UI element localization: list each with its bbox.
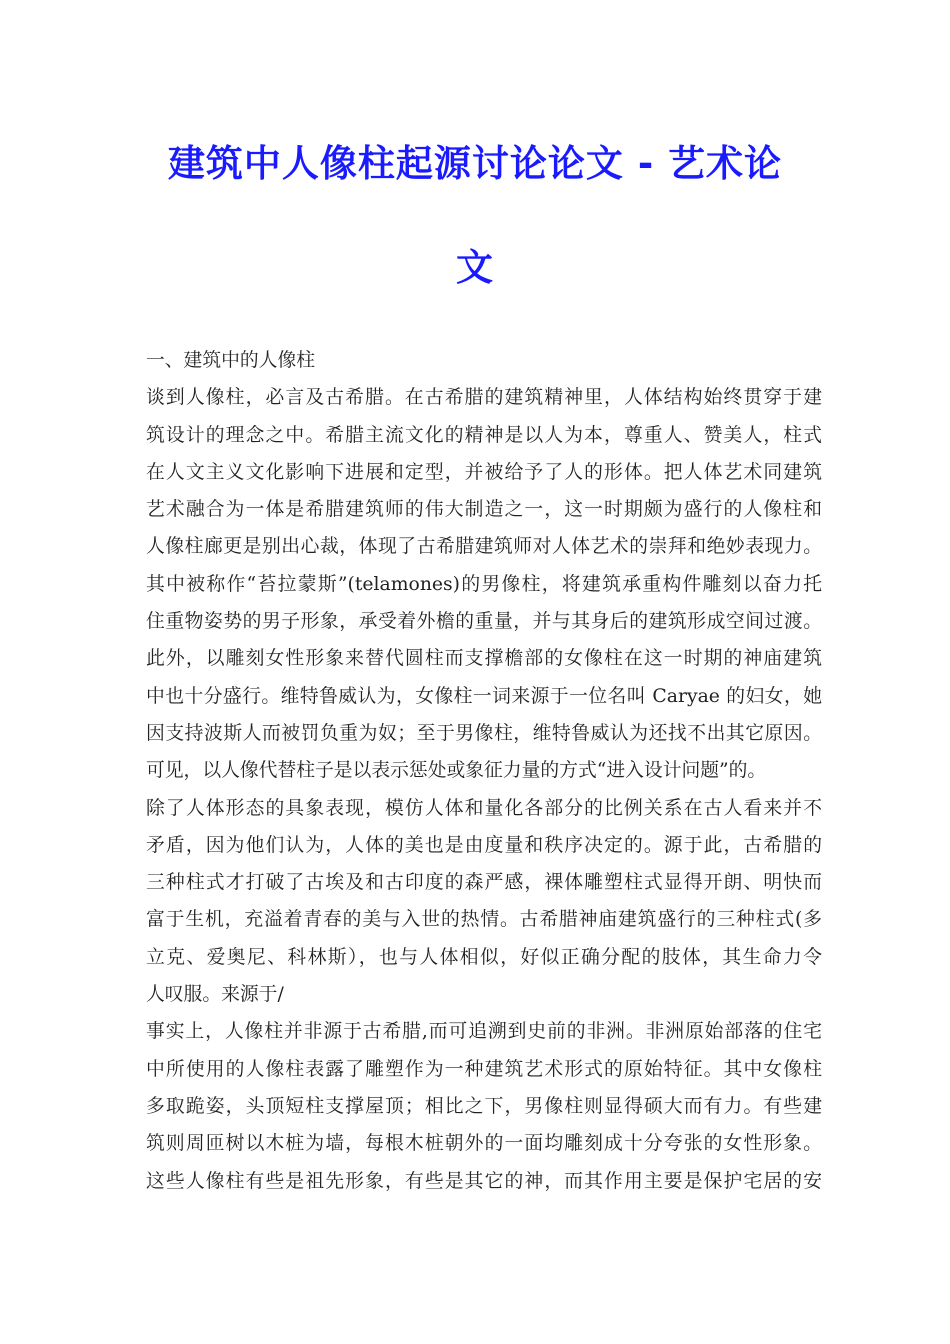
paragraph-line: 除了人体形态的具象表现，模仿人体和量化各部分的比例关系在古人看来并不 xyxy=(146,797,822,819)
paragraph-line: 事实上，人像柱并非源于古希腊,而可追溯到史前的非洲。非洲原始部落的住宅 xyxy=(146,1021,822,1043)
section-heading: 一、建筑中的人像柱 xyxy=(146,350,316,371)
paragraph-line: 矛盾，因为他们认为，人体的美也是由度量和秩序决定的。源于此，古希腊的 xyxy=(146,834,822,856)
paragraph-line: 此外，以雕刻女性形象来替代圆柱而支撑檐部的女像柱在这一时期的神庙建筑 xyxy=(146,648,822,670)
paragraph-line: 人像柱廊更是别出心裁，体现了古希腊建筑师对人体艺术的崇拜和绝妙表现力。 xyxy=(146,536,822,558)
paragraph-line: 多取跪姿，头顶短柱支撑屋顶；相比之下，男像柱则显得硕大而有力。有些建 xyxy=(146,1095,822,1117)
document-title xyxy=(140,112,810,320)
paragraph-line: 筑设计的理念之中。希腊主流文化的精神是以人为本，尊重人、赞美人，柱式 xyxy=(146,424,822,446)
paragraph-line: 中也十分盛行。维特鲁威认为，女像柱一词来源于一位名叫 Caryae 的妇女，她 xyxy=(146,685,822,707)
paragraph-line: 这些人像柱有些是祖先形象，有些是其它的神，而其作用主要是保护宅居的安 xyxy=(146,1170,822,1192)
paragraph-line: 富于生机，充溢着青春的美与入世的热情。古希腊神庙建筑盛行的三种柱式(多 xyxy=(146,909,822,931)
paragraph-line: 因支持波斯人而被罚负重为奴；至于男像柱，维特鲁威认为还找不出其它原因。 xyxy=(146,722,822,744)
paragraph-line: 在人文主义文化影响下进展和定型，并被给予了人的形体。把人体艺术同建筑 xyxy=(146,461,822,483)
paragraph-line: 立克、爱奥尼、科林斯），也与人体相似，好似正确分配的肢体，其生命力令 xyxy=(146,946,822,968)
paragraph-line: 筑则周匝树以木桩为墙，每根木桩朝外的一面均雕刻成十分夸张的女性形象。 xyxy=(146,1133,822,1155)
paragraph-line: 中所使用的人像柱表露了雕塑作为一种建筑艺术形式的原始特征。其中女像柱 xyxy=(146,1058,822,1080)
paragraph-line: 其中被称作“苔拉蒙斯”(telamones)的男像柱，将建筑承重构件雕刻以奋力托 xyxy=(146,573,822,595)
paragraph-line: 住重物姿势的男子形象，承受着外檐的重量，并与其身后的建筑形成空间过渡。 xyxy=(146,611,822,633)
paragraph-line: 谈到人像柱，必言及古希腊。在古希腊的建筑精神里，人体结构始终贯穿于建 xyxy=(146,387,822,409)
paragraph-line: 艺术融合为一体是希腊建筑师的伟大制造之一，这一时期颇为盛行的人像柱和 xyxy=(146,499,822,521)
title-line-2: 文 xyxy=(456,246,494,289)
paragraph-line: 三种柱式才打破了古埃及和古印度的森严感，裸体雕塑柱式显得开朗、明快而 xyxy=(146,872,822,894)
paragraph-line: 可见，以人像代替柱子是以表示惩处或象征力量的方式“进入设计问题”的。 xyxy=(146,760,767,782)
document-body xyxy=(146,342,822,1200)
title-line-1: 建筑中人像柱起源讨论论文 - 艺术论 xyxy=(167,142,783,185)
paragraph-line: 人叹服。来源于/ xyxy=(146,984,284,1006)
